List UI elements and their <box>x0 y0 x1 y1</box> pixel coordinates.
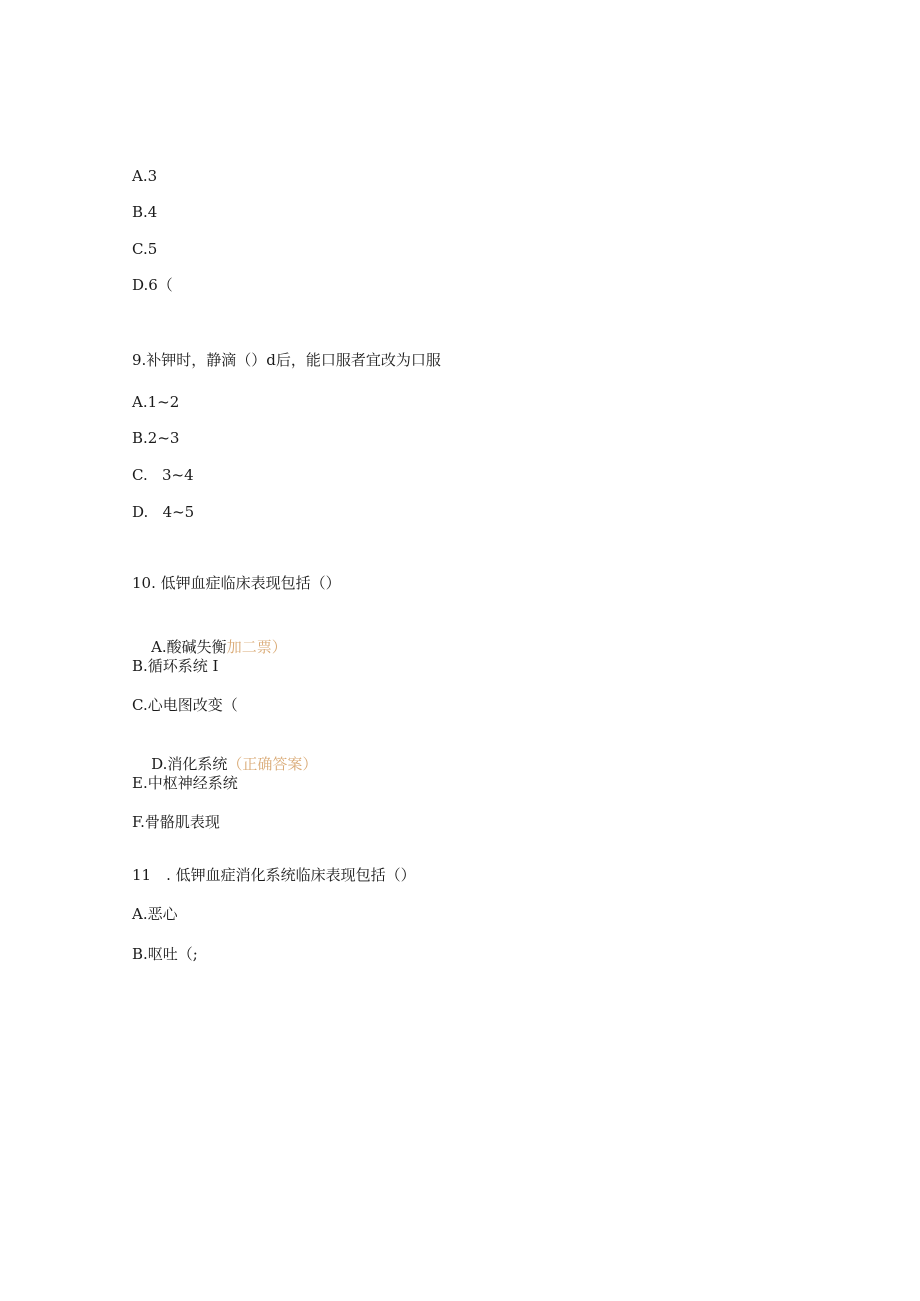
q9-option-a: A.1~2 <box>132 393 180 411</box>
q9-option-b: B.2~3 <box>132 429 180 447</box>
q10-option-c: C.心电图改变（ <box>132 696 238 714</box>
correct-answer-note: （正确答案） <box>227 755 318 773</box>
q10-option-a-text: A.酸碱失衡 <box>151 638 227 656</box>
q10-stem: 10. 低钾血症临床表现包括（） <box>132 574 341 592</box>
q8-option-d: D.6（ <box>132 276 173 294</box>
q9-option-d: D. 4~5 <box>132 503 195 521</box>
q9-stem: 9.补钾时，静滴（）d后，能口服者宜改为口服 <box>132 351 441 369</box>
q8-option-a: A.3 <box>132 167 158 185</box>
q8-option-b: B.4 <box>132 203 158 221</box>
q8-option-c: C.5 <box>132 240 158 258</box>
q11-stem: 11 . 低钾血症消化系统临床表现包括（） <box>132 866 416 884</box>
q9-option-c: C. 3~4 <box>132 466 194 484</box>
q10-option-e: E.中枢神经系统 <box>132 774 238 792</box>
q10-option-d-text: D.消化系统 <box>151 755 228 773</box>
answer-note: 加二票） <box>226 638 287 656</box>
q11-option-a: A.恶心 <box>132 905 178 923</box>
q11-option-b: B.呕吐（; <box>132 945 198 963</box>
q10-option-f: F.骨骼肌表现 <box>132 813 220 831</box>
q10-option-b: B.循环系统 I <box>132 657 219 675</box>
